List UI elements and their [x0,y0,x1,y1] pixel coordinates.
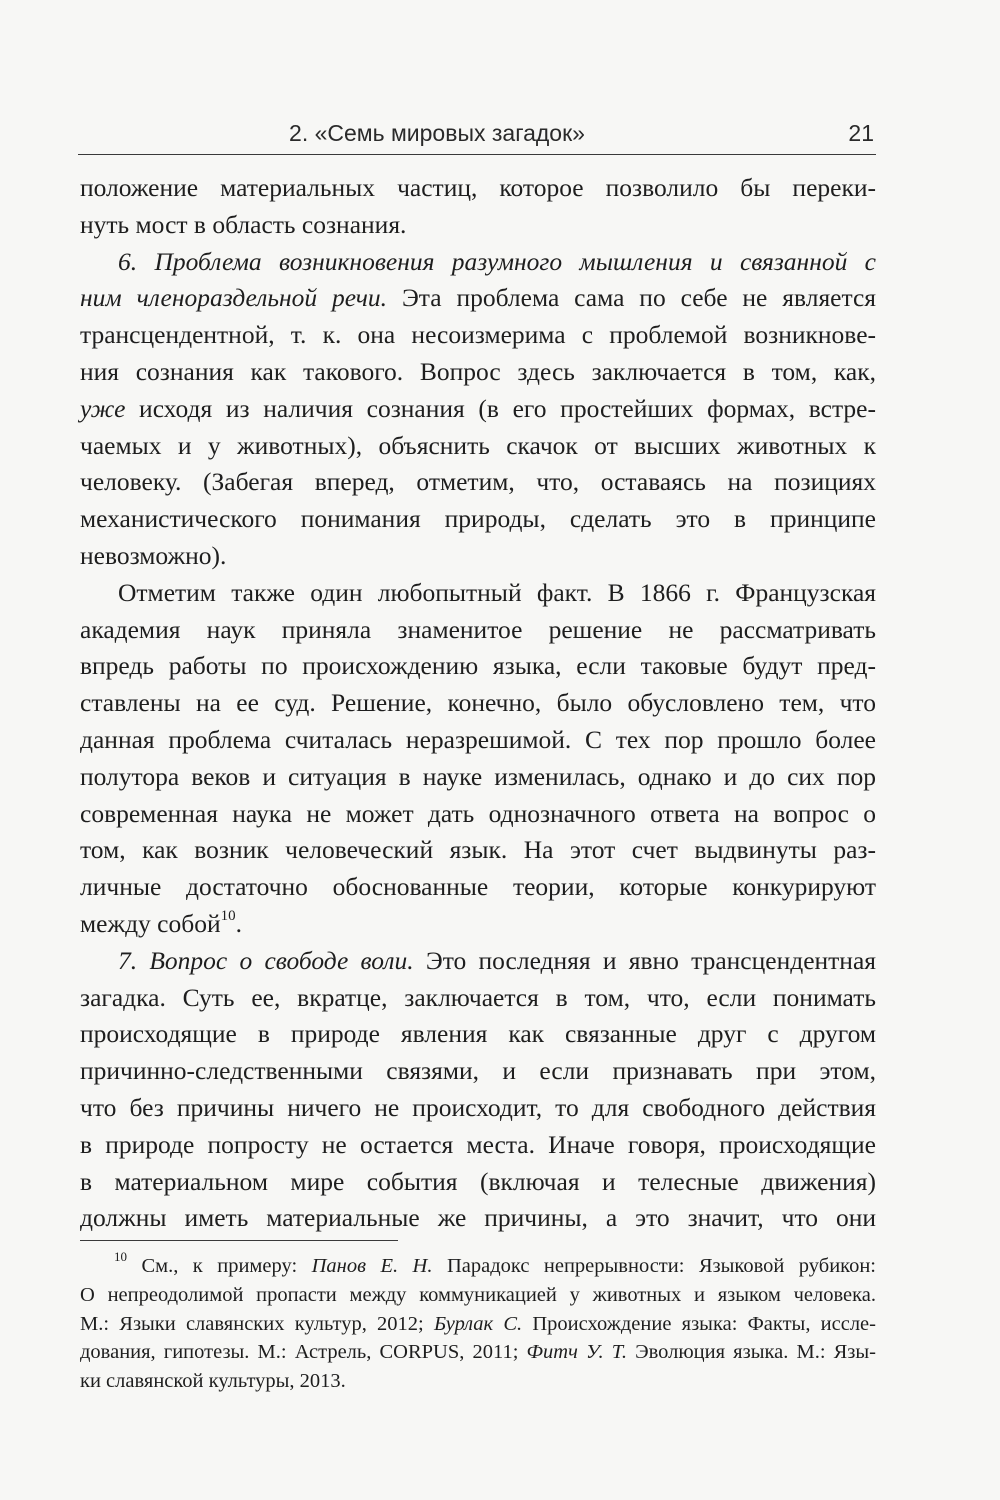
text-line: загадка. Суть ее, вкратце, заключается в том, что, если понимать [80,982,876,1012]
text-line: причинно-следственными связями, и если признавать при этом, [80,1056,876,1086]
text-line: данная проблема считалась неразрешимой. С тех пор прошло более [80,724,876,754]
footnote-line [80,1338,876,1367]
main-text [80,170,876,1237]
italic-heading: 7. Вопрос о свободе воли. [118,945,414,975]
text-line: чаемых и у животных), объяснить скачок от высших животных к [80,430,876,460]
footnote-line [80,1310,876,1339]
paragraph-continued [80,170,876,244]
author-name: Фитч У. Т. [526,1341,627,1364]
text-run: Это последняя и явно трансцендентная [413,945,876,975]
footnote [80,1249,877,1396]
italic-word: уже [80,393,126,423]
footnote-divider [80,1240,398,1241]
text-line: что без причины ничего не происходит, то для свободного действия [80,1092,876,1122]
author-name: Бурлак С. [433,1312,523,1335]
text-line: том, как возник человеческий язык. На этот счет выдвинуты раз- [80,835,876,865]
text-line: ставлены на ее суд. Решение, конечно, было обусловлено тем, что [80,688,876,718]
footnote-line [80,1249,877,1281]
text-line: нуть мост в область сознания. [80,209,407,239]
text-run: . [235,908,242,938]
text-line [80,244,876,281]
text-run: Происхождение языка: Факты, иссле- [522,1312,876,1335]
text-line: происходящие в природе явления как связанные друг с другом [80,1019,876,1049]
text-line: ния сознания как такового. Вопрос здесь заключается в том, как, [80,356,876,386]
text-line: механистического понимания природы, сделать это в принципе [80,504,876,534]
paragraph-academy-fact [80,575,876,943]
text-line: невозможно). [80,540,227,570]
text-line: должны иметь материальные же причины, а это значит, что они [80,1203,876,1233]
text-line [80,943,876,980]
page-number: 21 [848,120,874,146]
text-run: См., к примеру: [127,1255,312,1277]
text-run: Эта проблема сама по себе не является [387,283,876,313]
text-run: дования, гипотезы. М.: Астрель, CORPUS, 2011; [80,1341,527,1364]
italic-heading: 6. Проблема возникновения разумного мышления и связанной с [118,246,876,276]
text-run: исходя из наличия сознания (в его простейших формах, встре- [125,393,876,423]
running-header [78,118,876,155]
text-run: М.: Языки славянских культур, 2012; [80,1312,434,1335]
text-run: Эволюция языка. М.: Язы- [626,1341,876,1364]
footnote-ref[interactable]: 10 [220,908,236,925]
text-line [80,391,876,428]
text-line: человеку. (Забегая вперед, отметим, что, оставаясь на позициях [80,467,876,497]
footnote-line: ки славянской культуры, 2013. [80,1370,346,1393]
text-line: личные достаточно обоснованные теории, которые конкурируют [80,872,876,902]
text-line: в природе попросту не остается места. Иначе говоря, происходящие [80,1129,876,1159]
paragraph-problem-6 [80,244,876,575]
text-line: положение материальных частиц, которое позволило бы переки- [80,173,876,202]
text-line: в материальном мире события (включая и телесные движения) [80,1166,876,1196]
text-line [80,280,876,317]
text-line: академия наук приняла знаменитое решение не рассматривать [80,614,876,644]
paragraph-problem-7 [80,943,876,1237]
footnote-number: 10 [114,1249,127,1265]
text-line: трансцендентной, т. к. она несоизмерима с проблемой возникнове- [80,320,876,350]
text-line [80,906,876,943]
text-run: между собой [80,908,221,938]
text-line: Отметим также один любопытный факт. В 1866 г. Французская [118,577,876,607]
chapter-title: 2. «Семь мировых загадок» [289,120,585,146]
footnote-line: О непреодолимой пропасти между коммуникацией у животных и языком человека. [80,1283,876,1306]
text-run: Парадокс непрерывности: Языковой рубикон: [432,1255,877,1277]
author-name: Панов Е. Н. [311,1255,433,1277]
italic-heading: ним членораздельной речи. [80,283,388,313]
text-line: современная наука не может дать однозначного ответа на вопрос о [80,798,876,828]
text-line: полутора веков и ситуация в науке изменилась, однако и до сих пор [80,761,876,791]
text-line: впредь работы по происхождению языка, если таковые будут пред- [80,651,876,681]
